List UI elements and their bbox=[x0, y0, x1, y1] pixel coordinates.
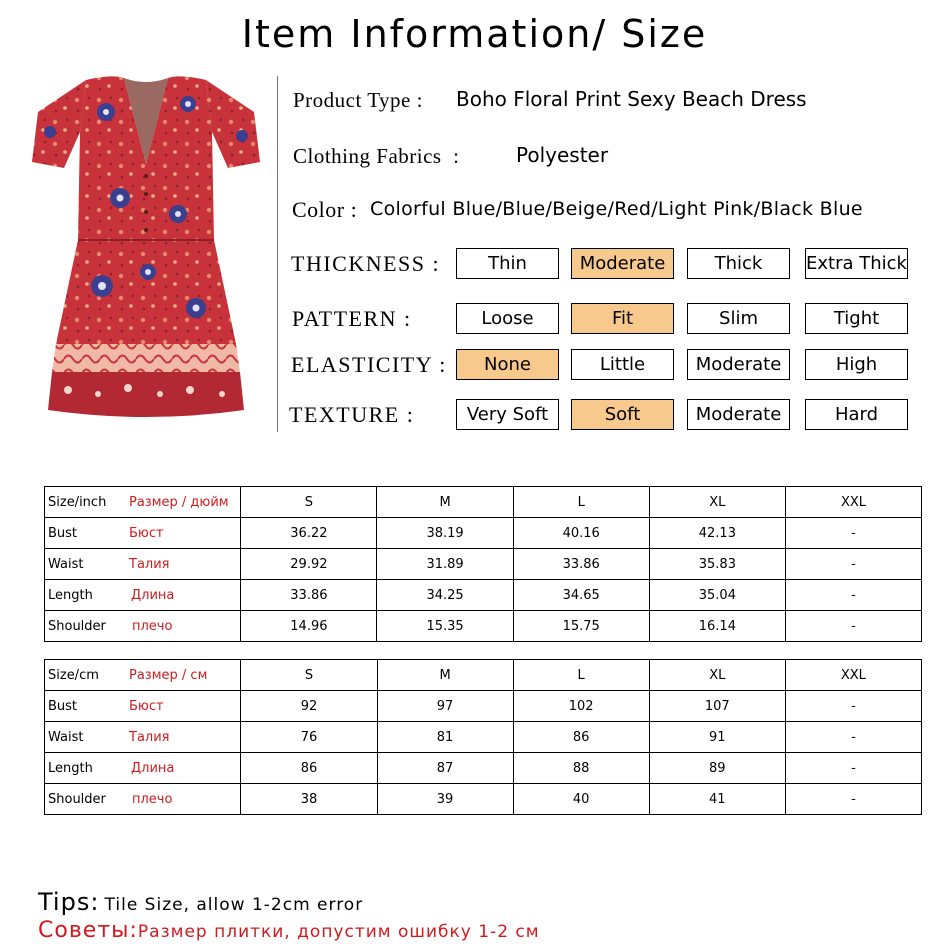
table-row bbox=[45, 580, 922, 611]
tips-heading: Tips: bbox=[38, 888, 100, 916]
measurement-value-cell: 38 bbox=[241, 784, 377, 815]
tips-heading-ru: Советы: bbox=[38, 918, 138, 943]
size-unit-label: Size/cm bbox=[48, 668, 99, 683]
texture-option-selected: Soft bbox=[571, 399, 674, 430]
measurement-label-cell bbox=[45, 753, 241, 784]
texture-option: Very Soft bbox=[456, 399, 559, 430]
size-unit-label-ru: Размер / дюйм bbox=[129, 495, 229, 510]
measurement-value-cell: 102 bbox=[513, 691, 649, 722]
product-type-label: Product Type : bbox=[293, 88, 423, 112]
measurement-value-cell: 34.65 bbox=[513, 580, 649, 611]
measurement-value-cell: - bbox=[785, 753, 921, 784]
thickness-label: THICKNESS : bbox=[291, 251, 441, 276]
size-header-cell: XXL bbox=[785, 660, 921, 691]
measurement-value-cell: - bbox=[785, 722, 921, 753]
measurement-label-cell bbox=[45, 784, 241, 815]
elasticity-label: ELASTICITY : bbox=[291, 352, 447, 377]
tips-text: Tile Size, allow 1-2cm error bbox=[104, 895, 364, 915]
measurement-value-cell: 81 bbox=[377, 722, 513, 753]
size-header-cell: L bbox=[513, 660, 649, 691]
page-title: Item Information/ Size bbox=[241, 12, 708, 56]
measurement-value-cell: 42.13 bbox=[649, 518, 785, 549]
measurement-label-cell bbox=[45, 518, 241, 549]
measurement-value-cell: 39 bbox=[377, 784, 513, 815]
elasticity-option-selected: None bbox=[456, 349, 559, 380]
measurement-value-cell: 91 bbox=[649, 722, 785, 753]
table-row bbox=[45, 549, 922, 580]
measurement-name: Bust bbox=[48, 699, 78, 714]
tips-text-ru: Размер плитки, допустим ошибку 1-2 см bbox=[137, 922, 540, 942]
measurement-value-cell: - bbox=[785, 580, 921, 611]
measurement-value-cell: - bbox=[785, 518, 921, 549]
measurement-value-cell: 107 bbox=[649, 691, 785, 722]
measurement-value-cell: 86 bbox=[513, 722, 649, 753]
measurement-label-cell bbox=[45, 722, 241, 753]
color-value: Colorful Blue/Blue/Beige/Red/Light Pink/Black Blue bbox=[370, 198, 863, 220]
thickness-option: Thin bbox=[456, 248, 559, 279]
thickness-option: Thick bbox=[687, 248, 790, 279]
table-row bbox=[45, 518, 922, 549]
pattern-option: Tight bbox=[805, 303, 908, 334]
measurement-label-cell bbox=[45, 549, 241, 580]
measurement-value-cell: 33.86 bbox=[241, 580, 377, 611]
pattern-option-selected: Fit bbox=[571, 303, 674, 334]
measurement-value-cell: 40.16 bbox=[513, 518, 649, 549]
pattern-option: Slim bbox=[687, 303, 790, 334]
table-row bbox=[45, 753, 922, 784]
size-table-inch bbox=[44, 486, 922, 642]
measurement-name: Waist bbox=[48, 730, 84, 745]
measurement-name-ru: Бюст bbox=[129, 699, 164, 714]
measurement-value-cell: 29.92 bbox=[241, 549, 377, 580]
measurement-value-cell: 35.04 bbox=[649, 580, 785, 611]
measurement-value-cell: 15.35 bbox=[377, 611, 513, 642]
measurement-name: Shoulder bbox=[48, 619, 106, 634]
measurement-value-cell: 34.25 bbox=[377, 580, 513, 611]
measurement-name-ru: Талия bbox=[129, 557, 170, 572]
table-row bbox=[45, 611, 922, 642]
measurement-name-ru: Талия bbox=[129, 730, 170, 745]
measurement-value-cell: 88 bbox=[513, 753, 649, 784]
measurement-value-cell: 87 bbox=[377, 753, 513, 784]
measurement-name: Waist bbox=[48, 557, 84, 572]
elasticity-option: High bbox=[805, 349, 908, 380]
color-label: Color : bbox=[292, 197, 358, 222]
measurement-value-cell: - bbox=[785, 784, 921, 815]
thickness-option-selected: Moderate bbox=[571, 248, 674, 279]
size-header-cell: S bbox=[241, 487, 377, 518]
thickness-option: Extra Thick bbox=[805, 248, 908, 279]
measurement-value-cell: 97 bbox=[377, 691, 513, 722]
header-label-cell bbox=[45, 487, 241, 518]
size-unit-label: Size/inch bbox=[48, 495, 107, 510]
measurement-value-cell: - bbox=[785, 549, 921, 580]
size-header-cell: XL bbox=[649, 660, 785, 691]
measurement-value-cell: 16.14 bbox=[649, 611, 785, 642]
table-header-row bbox=[45, 487, 922, 518]
header-label-cell bbox=[45, 660, 241, 691]
measurement-value-cell: 15.75 bbox=[513, 611, 649, 642]
table-row bbox=[45, 722, 922, 753]
measurement-value-cell: 38.19 bbox=[377, 518, 513, 549]
texture-option: Hard bbox=[805, 399, 908, 430]
measurement-value-cell: - bbox=[785, 691, 921, 722]
pattern-label: PATTERN : bbox=[292, 306, 412, 331]
measurement-name-ru: Длина bbox=[131, 761, 175, 776]
size-header-cell: XL bbox=[649, 487, 785, 518]
elasticity-option: Little bbox=[571, 349, 674, 380]
measurement-value-cell: 89 bbox=[649, 753, 785, 784]
measurement-value-cell: 40 bbox=[513, 784, 649, 815]
measurement-value-cell: 86 bbox=[241, 753, 377, 784]
tips-english bbox=[38, 888, 363, 916]
divider-line bbox=[277, 76, 278, 432]
fabric-value: Polyester bbox=[516, 143, 609, 167]
measurement-value-cell: 35.83 bbox=[649, 549, 785, 580]
measurement-value-cell: 76 bbox=[241, 722, 377, 753]
pattern-option: Loose bbox=[456, 303, 559, 334]
table-header-row bbox=[45, 660, 922, 691]
size-header-cell: M bbox=[377, 487, 513, 518]
measurement-label-cell bbox=[45, 611, 241, 642]
elasticity-option: Moderate bbox=[687, 349, 790, 380]
size-table-cm bbox=[44, 659, 922, 815]
table-row bbox=[45, 691, 922, 722]
measurement-name-ru: плечо bbox=[132, 619, 173, 634]
measurement-name: Length bbox=[48, 588, 93, 603]
measurement-value-cell: 92 bbox=[241, 691, 377, 722]
measurement-name: Shoulder bbox=[48, 792, 106, 807]
size-header-cell: S bbox=[241, 660, 377, 691]
size-header-cell: M bbox=[377, 660, 513, 691]
product-type-value: Boho Floral Print Sexy Beach Dress bbox=[456, 87, 807, 111]
texture-label: TEXTURE : bbox=[289, 402, 415, 427]
size-unit-label-ru: Размер / см bbox=[129, 668, 208, 683]
size-header-cell: XXL bbox=[785, 487, 921, 518]
measurement-name: Bust bbox=[48, 526, 78, 541]
tips-russian bbox=[38, 918, 540, 943]
measurement-value-cell: 41 bbox=[649, 784, 785, 815]
measurement-value-cell: 36.22 bbox=[241, 518, 377, 549]
texture-option: Moderate bbox=[687, 399, 790, 430]
measurement-name-ru: Бюст bbox=[129, 526, 164, 541]
table-row bbox=[45, 784, 922, 815]
measurement-value-cell: 14.96 bbox=[241, 611, 377, 642]
fabric-label: Clothing Fabrics : bbox=[293, 144, 460, 168]
measurement-name-ru: Длина bbox=[131, 588, 175, 603]
measurement-label-cell bbox=[45, 580, 241, 611]
size-header-cell: L bbox=[513, 487, 649, 518]
measurement-name-ru: плечо bbox=[132, 792, 173, 807]
measurement-value-cell: - bbox=[785, 611, 921, 642]
measurement-label-cell bbox=[45, 691, 241, 722]
measurement-value-cell: 31.89 bbox=[377, 549, 513, 580]
measurement-name: Length bbox=[48, 761, 93, 776]
measurement-value-cell: 33.86 bbox=[513, 549, 649, 580]
dress-product-image bbox=[28, 72, 264, 434]
